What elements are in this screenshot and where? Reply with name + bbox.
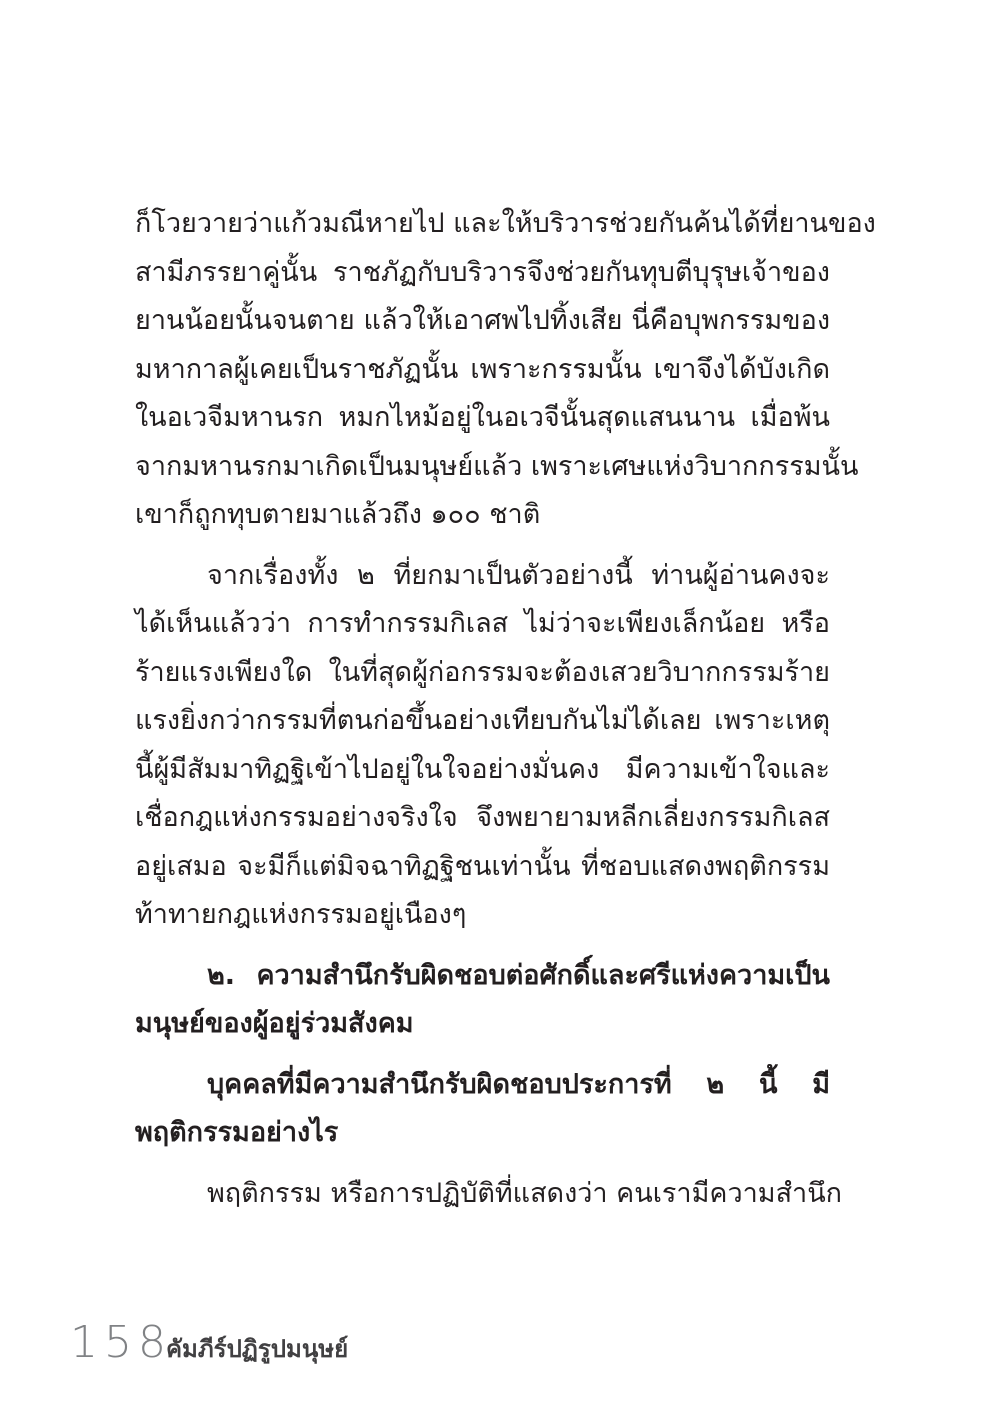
page-footer <box>70 1318 348 1368</box>
question-line-2: พฤติกรรมอย่างไร <box>135 1117 339 1148</box>
paragraph-2-line-1: จากเรื่องทั้ง ๒ ที่ยกมาเป็นตัวอย่างนี้ ท่านผู้อ่านคงจะ <box>207 559 830 591</box>
section-heading-line-1: ๒. ความสำนึกรับผิดชอบต่อศักดิ์และศรีแห่งความเป็น <box>207 959 830 991</box>
paragraph-2-line-2: ได้เห็นแล้วว่า การทำกรรมกิเลส ไม่ว่าจะเพียงเล็กน้อย หรือ <box>135 608 830 639</box>
paragraph-2-line-5: นี้ผู้มีสัมมาทิฏฐิเข้าไปอยู่ในใจอย่างมั่นคง มีความเข้าใจและ <box>135 753 830 785</box>
paragraph-1-line-3: ยานน้อยนั้นจนตาย แล้วให้เอาศพไปทิ้งเสีย นี่คือบุพกรรมของ <box>135 305 830 336</box>
body-text <box>135 200 876 1218</box>
paragraph-3-line-1: พฤติกรรม หรือการปฏิบัติที่แสดงว่า คนเรามีความสำนึก <box>207 1177 843 1209</box>
paragraph-2-line-3: ร้ายแรงเพียงใด ในที่สุดผู้ก่อกรรมจะต้องเสวยวิบากกรรมร้าย <box>135 656 830 688</box>
page-number: 158 <box>70 1317 172 1368</box>
paragraph-1-line-2: สามีภรรยาคู่นั้น ราชภัฏกับบริวารจึงช่วยกันทุบตีบุรุษเจ้าของ <box>135 256 830 288</box>
paragraph-gap <box>135 540 830 552</box>
paragraph-2-line-7: อยู่เสมอ จะมีก็แต่มิจฉาทิฏฐิชนเท่านั้น ที่ชอบแสดงพฤติกรรม <box>135 850 830 882</box>
paragraph-1-line-7: เขาก็ถูกทุบตายมาแล้วถึง ๑๐๐ ชาติ <box>135 499 541 530</box>
paragraph-gap <box>135 1049 830 1061</box>
section-heading-line-2: มนุษย์ของผู้อยู่ร่วมสังคม <box>135 1008 414 1039</box>
book-title: คัมภีร์ปฏิรูปมนุษย์ <box>165 1335 349 1363</box>
paragraph-2-line-8: ท้าทายกฎแห่งกรรมอยู่เนืองๆ <box>135 899 467 930</box>
paragraph-2-line-6: เชื่อกฎแห่งกรรมอย่างจริงใจ จึงพยายามหลีกเลี่ยงกรรมกิเลส <box>135 802 830 833</box>
paragraph-1-line-4: มหากาลผู้เคยเป็นราชภัฏนั้น เพราะกรรมนั้น เขาจึงได้บังเกิด <box>135 353 830 385</box>
paragraph-1-line-5: ในอเวจีมหานรก หมกไหม้อยู่ในอเวจีนั้นสุดแสนนาน เมื่อพ้น <box>135 402 830 433</box>
paragraph-1-line-1: ก็โวยวายว่าแก้วมณีหายไป และให้บริวารช่วยกันค้นได้ที่ยานของ <box>135 208 876 239</box>
paragraph-2-line-4: แรงยิ่งกว่ากรรมที่ตนก่อขึ้นอย่างเทียบกันไม่ได้เลย เพราะเหตุ <box>135 705 830 736</box>
paragraph-1-line-6: จากมหานรกมาเกิดเป็นมนุษย์แล้ว เพราะเศษแห่งวิบากกรรมนั้น <box>135 450 859 482</box>
question-line-1: บุคคลที่มีความสำนึกรับผิดชอบประการที่ ๒ นี้ มี <box>207 1068 830 1100</box>
paragraph-gap <box>135 940 830 952</box>
paragraph-gap <box>135 1158 830 1170</box>
